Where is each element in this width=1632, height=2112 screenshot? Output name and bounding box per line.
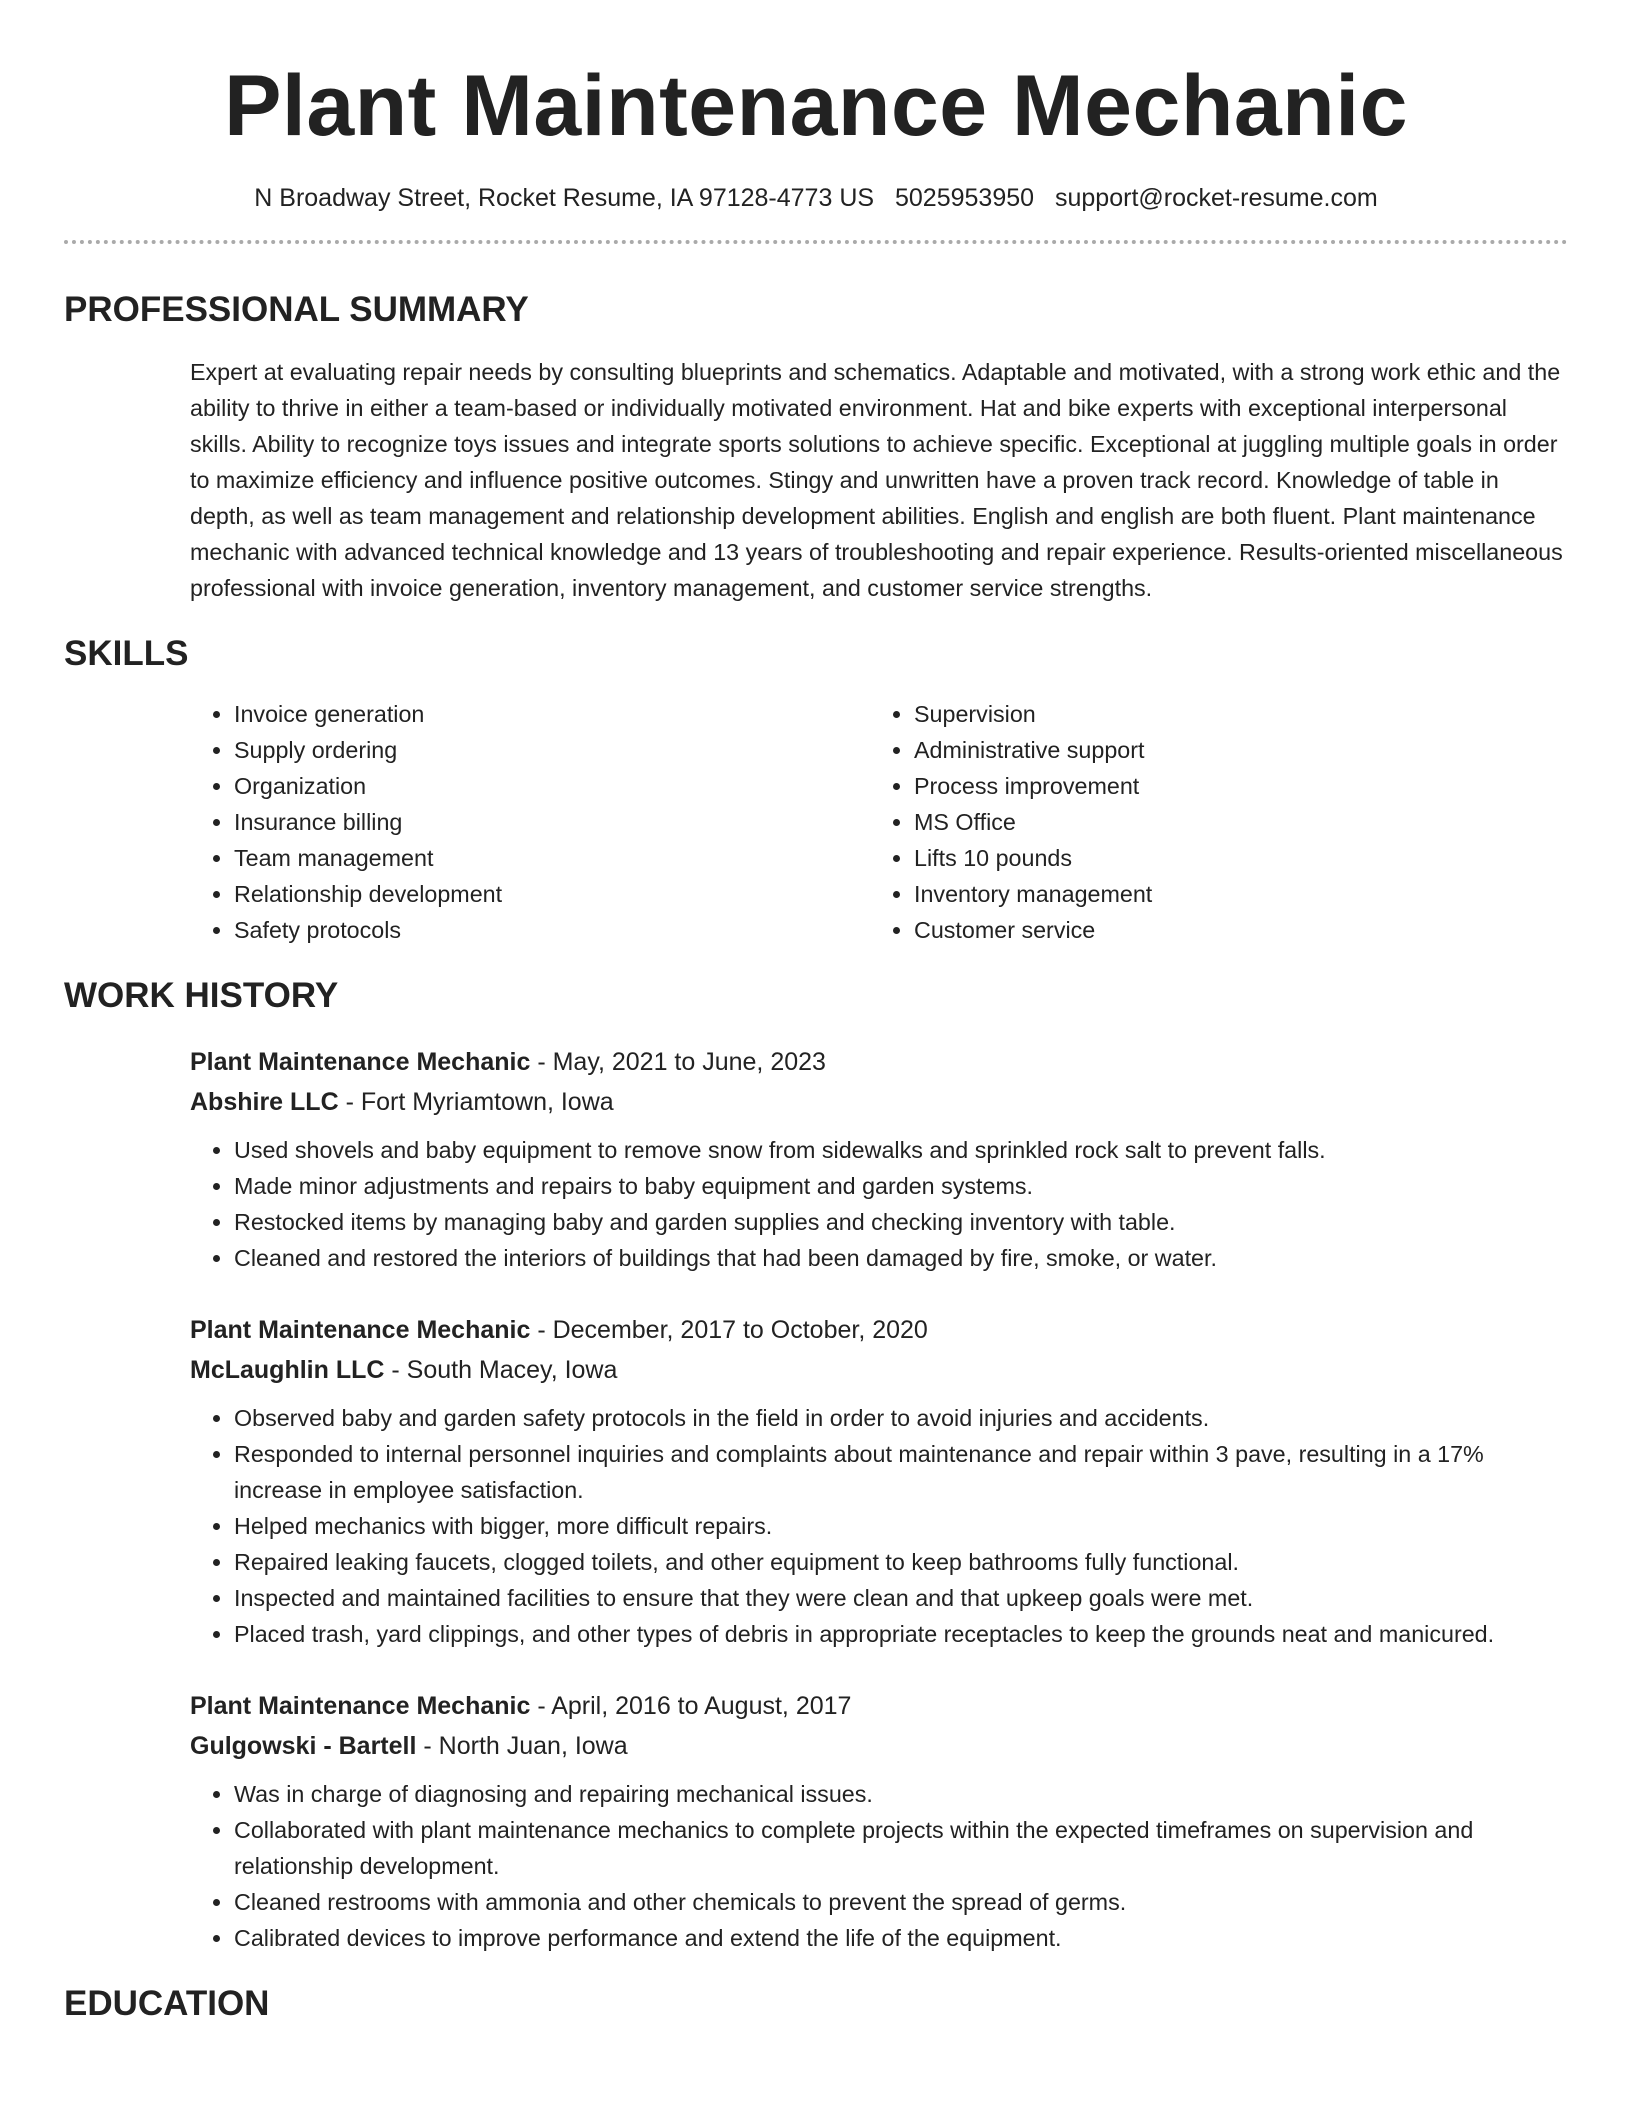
skills-column-left bbox=[190, 696, 870, 948]
job-dates: - May, 2021 to June, 2023 bbox=[530, 1048, 826, 1076]
header-divider bbox=[64, 240, 1568, 244]
job-title-line bbox=[190, 1686, 1568, 1726]
contact-phone: 5025953950 bbox=[895, 184, 1035, 212]
section-title-work-history: WORK HISTORY bbox=[64, 976, 339, 1015]
skill-item: • Relationship development bbox=[234, 876, 870, 912]
job-bullet: • Observed baby and garden safety protocols in the field in order to avoid injuries and accidents. bbox=[234, 1400, 1568, 1436]
job-bullet: • Placed trash, yard clippings, and other types of debris in appropriate receptacles to keep the grounds neat and manicured. bbox=[234, 1616, 1568, 1652]
skill-item: • Insurance billing bbox=[234, 804, 870, 840]
skill-item: • Invoice generation bbox=[234, 696, 870, 732]
contact-line bbox=[64, 182, 1568, 214]
job-title-line bbox=[190, 1310, 1568, 1350]
section-title-education: EDUCATION bbox=[64, 1984, 270, 2023]
skill-item: • Process improvement bbox=[914, 768, 1550, 804]
section-title-skills: SKILLS bbox=[64, 634, 189, 673]
skill-item: • Team management bbox=[234, 840, 870, 876]
job-company: Abshire LLC bbox=[190, 1088, 339, 1116]
job-company: Gulgowski - Bartell bbox=[190, 1732, 417, 1760]
job-location: - South Macey, Iowa bbox=[384, 1356, 618, 1384]
job-company: McLaughlin LLC bbox=[190, 1356, 385, 1384]
job-company-line bbox=[190, 1350, 1568, 1390]
skills-column-right bbox=[870, 696, 1550, 948]
skill-item: • Safety protocols bbox=[234, 912, 870, 948]
job-company-line bbox=[190, 1082, 1568, 1122]
job-location: - Fort Myriamtown, Iowa bbox=[338, 1088, 614, 1116]
contact-email: support@rocket-resume.com bbox=[1055, 184, 1378, 212]
job-location: - North Juan, Iowa bbox=[416, 1732, 628, 1760]
job-bullet: • Used shovels and baby equipment to remove snow from sidewalks and sprinkled rock salt to prevent falls. bbox=[234, 1132, 1568, 1168]
summary-text: Expert at evaluating repair needs by consulting blueprints and schematics. Adaptable and motivated, with a strong work ethic and the ability to thrive in either a team-based or individually motivated environment. Hat and bike experts with exceptional interpersonal skills. Ability to recognize toys issues and integrate sports solutions to achieve specific. Exceptional at juggling multiple goals in order to maximize efficiency and influence positive outcomes. Stingy and unwritten have a proven track record. Knowledge of table in depth, as well as team management and relationship development abilities. English and english are both fluent. Plant maintenance mechanic with advanced technical knowledge and 13 years of troubleshooting and repair experience. Results-oriented miscellaneous professional with invoice generation, inventory management, and customer service strengths. bbox=[190, 359, 1563, 601]
skill-item: • Lifts 10 pounds bbox=[914, 840, 1550, 876]
skill-item: • Administrative support bbox=[914, 732, 1550, 768]
job-bullet: • Restocked items by managing baby and garden supplies and checking inventory with table. bbox=[234, 1204, 1568, 1240]
job-title-line bbox=[190, 1042, 1568, 1082]
job-bullet: • Made minor adjustments and repairs to baby equipment and garden systems. bbox=[234, 1168, 1568, 1204]
job-entry bbox=[190, 1310, 1568, 1652]
job-bullet: • Helped mechanics with bigger, more difficult repairs. bbox=[234, 1508, 1568, 1544]
contact-address: N Broadway Street, Rocket Resume, IA 97128-4773 US bbox=[254, 184, 875, 212]
skills-list bbox=[190, 696, 1568, 948]
job-bullets bbox=[190, 1400, 1568, 1652]
job-bullet: • Cleaned restrooms with ammonia and other chemicals to prevent the spread of germs. bbox=[234, 1884, 1568, 1920]
job-title: Plant Maintenance Mechanic bbox=[190, 1048, 531, 1076]
skill-item: • Customer service bbox=[914, 912, 1550, 948]
job-bullets bbox=[190, 1132, 1568, 1276]
skill-item: • Supply ordering bbox=[234, 732, 870, 768]
job-title: Plant Maintenance Mechanic bbox=[190, 1316, 531, 1344]
job-title: Plant Maintenance Mechanic bbox=[190, 1692, 531, 1720]
job-entry bbox=[190, 1686, 1568, 1956]
job-bullet: • Was in charge of diagnosing and repairing mechanical issues. bbox=[234, 1776, 1568, 1812]
job-bullet: • Cleaned and restored the interiors of buildings that had been damaged by fire, smoke, or water. bbox=[234, 1240, 1568, 1276]
job-dates: - April, 2016 to August, 2017 bbox=[530, 1692, 852, 1720]
section-title-summary: PROFESSIONAL SUMMARY bbox=[64, 290, 529, 329]
job-bullet: • Inspected and maintained facilities to ensure that they were clean and that upkeep goals were met. bbox=[234, 1580, 1568, 1616]
resume-name: Plant Maintenance Mechanic bbox=[224, 58, 1408, 154]
job-bullet: • Repaired leaking faucets, clogged toilets, and other equipment to keep bathrooms fully functional. bbox=[234, 1544, 1568, 1580]
skill-item: • Inventory management bbox=[914, 876, 1550, 912]
job-dates: - December, 2017 to October, 2020 bbox=[530, 1316, 928, 1344]
job-bullet: • Collaborated with plant maintenance mechanics to complete projects within the expected timeframes on supervision and relationship development. bbox=[234, 1812, 1568, 1884]
resume-page bbox=[64, 0, 1568, 2024]
job-bullets bbox=[190, 1776, 1568, 1956]
job-company-line bbox=[190, 1726, 1568, 1766]
job-bullet: • Responded to internal personnel inquiries and complaints about maintenance and repair within 3 pave, resulting in a 17% increase in employee satisfaction. bbox=[234, 1436, 1568, 1508]
skill-item: • Organization bbox=[234, 768, 870, 804]
job-bullet: • Calibrated devices to improve performance and extend the life of the equipment. bbox=[234, 1920, 1568, 1956]
job-entry bbox=[190, 1042, 1568, 1276]
skill-item: • Supervision bbox=[914, 696, 1550, 732]
skill-item: • MS Office bbox=[914, 804, 1550, 840]
